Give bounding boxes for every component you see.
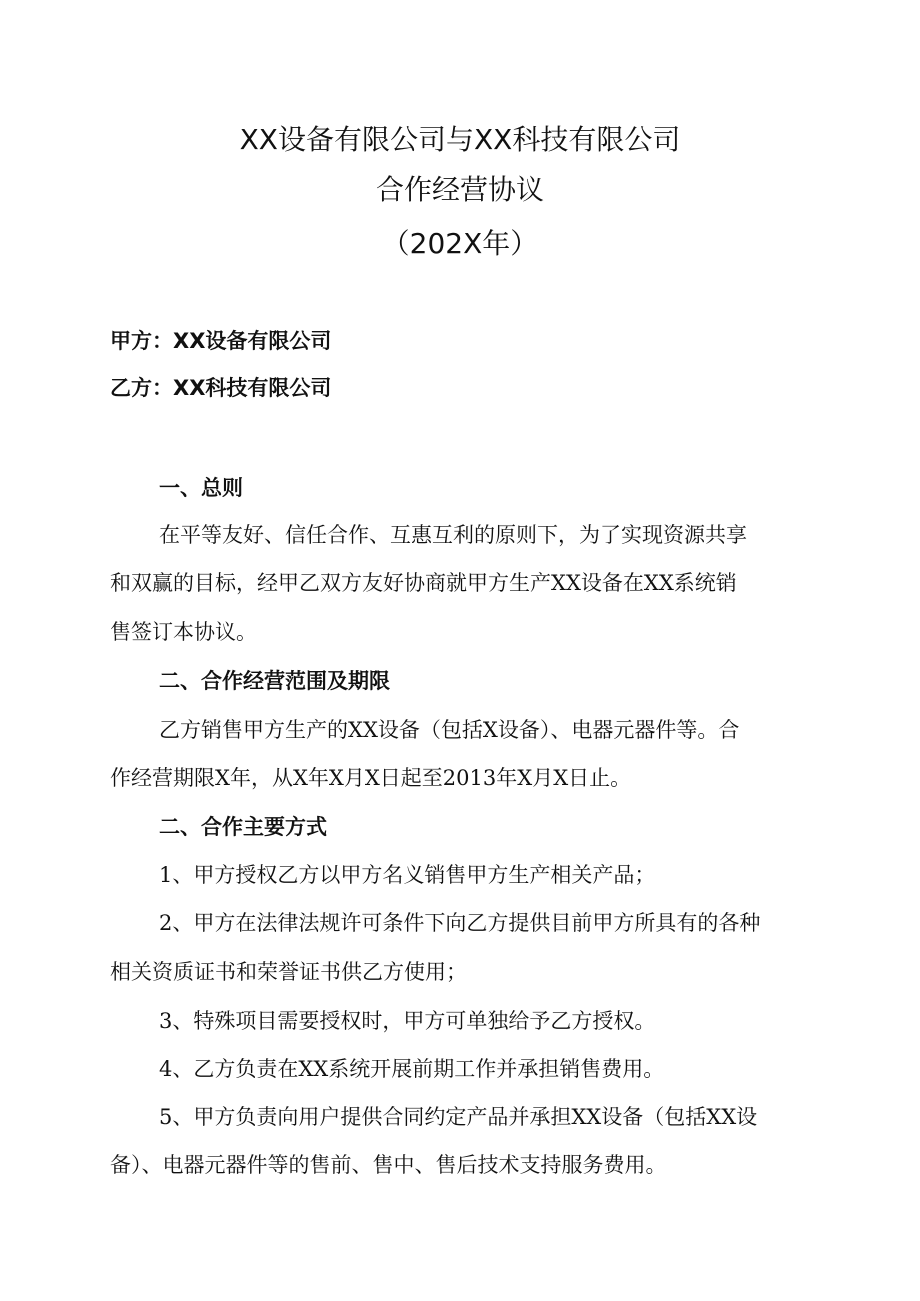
title-line-1: XX设备有限公司与XX科技有限公司 bbox=[239, 123, 681, 156]
section-1-line: 和双赢的目标，经甲乙双方友好协商就甲方生产XX设备在XX系统销 bbox=[110, 571, 737, 595]
section-1-heading: 一、总则 bbox=[159, 476, 243, 500]
section-1-line: 在平等友好、信任合作、互惠互利的原则下，为了实现资源共享 bbox=[159, 523, 747, 547]
section-3-line: 4、乙方负责在XX系统开展前期工作并承担销售费用。 bbox=[159, 1057, 665, 1081]
section-3-line: 3、特殊项目需要授权时，甲方可单独给予乙方授权。 bbox=[159, 1009, 656, 1033]
title-line-2: 合作经营协议 bbox=[375, 173, 544, 206]
section-3-line: 1、甲方授权乙方以甲方名义销售甲方生产相关产品； bbox=[159, 863, 656, 887]
section-3-line: 相关资质证书和荣誉证书供乙方使用； bbox=[110, 960, 467, 984]
party-a: 甲方：XX设备有限公司 bbox=[110, 329, 332, 353]
section-3-line: 备）、电器元器件等的售前、售中、售后技术支持服务费用。 bbox=[110, 1153, 667, 1177]
section-3-line: 2、甲方在法律法规许可条件下向乙方提供目前甲方所具有的各种 bbox=[159, 911, 761, 935]
section-2-line: 作经营期限X年，从X年X月X日起至2013年X月X日止。 bbox=[110, 766, 632, 790]
title-line-3: （202X年） bbox=[381, 227, 539, 260]
section-3-heading: 二、合作主要方式 bbox=[159, 815, 327, 839]
section-2-heading: 二、合作经营范围及期限 bbox=[159, 669, 390, 693]
section-3-line: 5、甲方负责向用户提供合同约定产品并承担XX设备（包括XX设 bbox=[159, 1105, 758, 1129]
party-b: 乙方：XX科技有限公司 bbox=[110, 376, 332, 400]
section-1-line: 售签订本协议。 bbox=[110, 620, 257, 644]
section-2-line: 乙方销售甲方生产的XX设备（包括X设备）、电器元器件等。合 bbox=[159, 718, 740, 742]
